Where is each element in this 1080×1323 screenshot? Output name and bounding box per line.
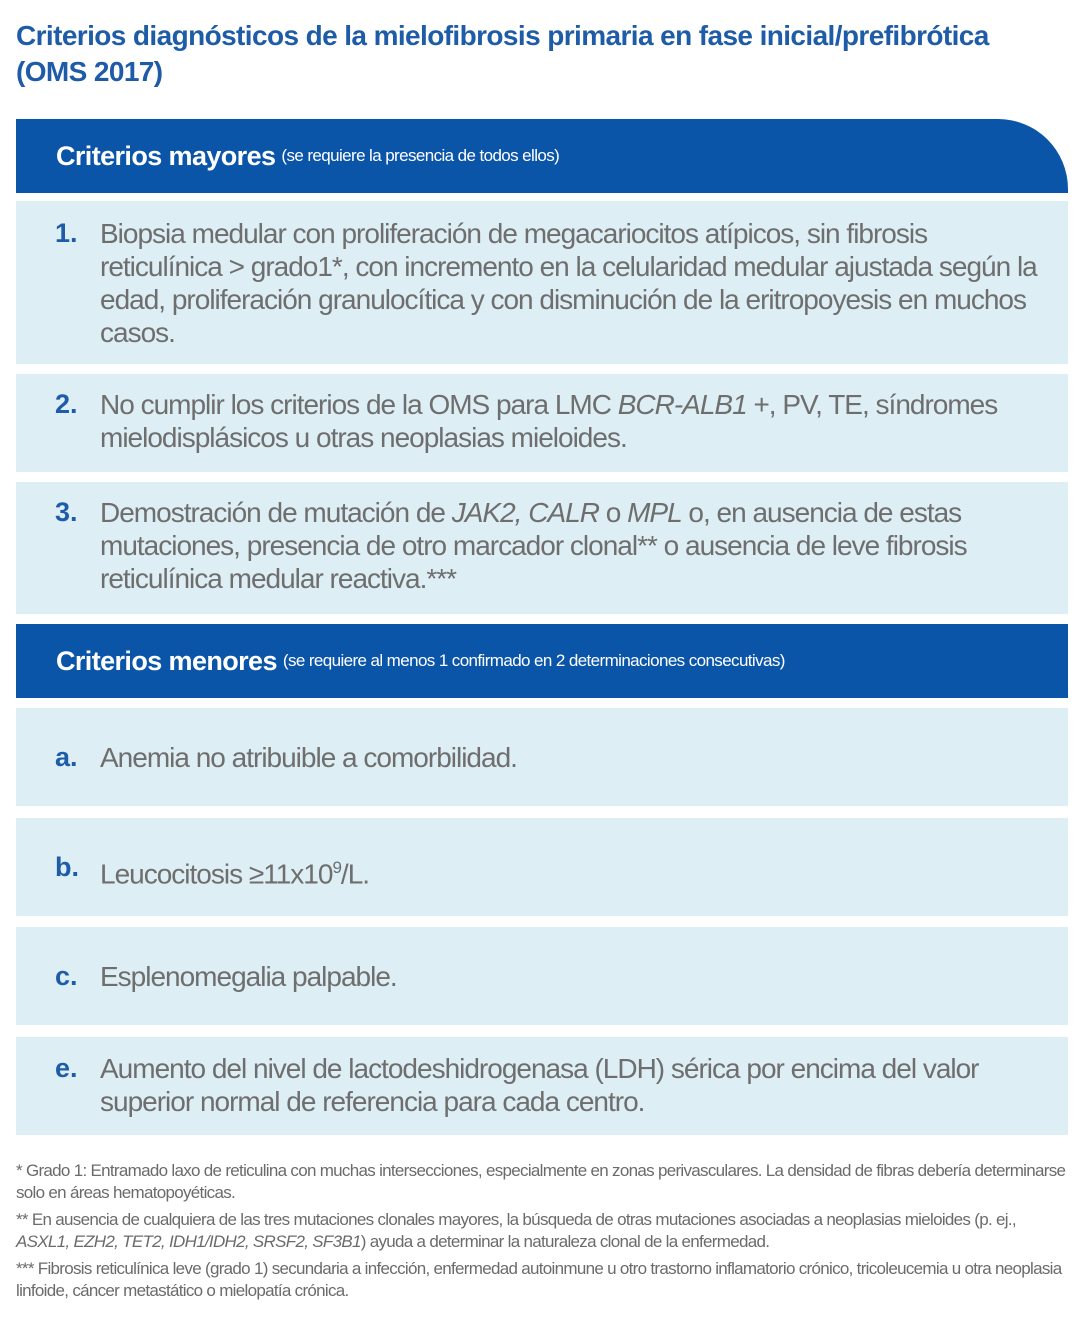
criterion-text: Aumento del nivel de lactodeshidrogenasa (LDH) sérica por encima del valor superior normal de referencia para cada centro. xyxy=(100,1053,979,1117)
minor-criterion-b xyxy=(16,818,1068,916)
criterion-marker: b. xyxy=(55,852,79,882)
criterion-marker: 1. xyxy=(55,218,78,248)
major-criterion-1 xyxy=(16,201,1068,364)
criterion-marker: e. xyxy=(55,1053,78,1083)
minor-criterion-e xyxy=(16,1037,1068,1135)
criterion-marker: 2. xyxy=(55,389,78,419)
major-criteria-header xyxy=(16,119,1068,193)
criterion-text: Leucocitosis $\ge 11x10^9/L$. xyxy=(100,858,370,890)
major-criterion-3 xyxy=(16,482,1068,614)
major-criteria-heading: Criterios mayores xyxy=(56,140,276,171)
major-criteria-note: (se requiere la presencia de todos ellos) xyxy=(281,146,560,165)
minor-criterion-a xyxy=(16,708,1068,806)
criterion-marker: 3. xyxy=(55,497,78,527)
criterion-text: Anemia no atribuible a comorbilidad. xyxy=(100,742,517,773)
footnotes xyxy=(16,1160,1066,1307)
minor-criteria-heading: Criterios menores xyxy=(56,645,277,676)
minor-criteria-header xyxy=(16,624,1068,698)
page-title: Criterios diagnósticos de la mielofibrosis primaria en fase inicial/prefibrótica (OMS 2017) xyxy=(16,20,989,87)
criterion-text: Demostración de mutación de JAK2, CALR o MPL o, en ausencia de estas mutaciones, presencia de otro marcador clonal** o ausencia de leve fibrosis reticulínica medular reactiva.*** xyxy=(100,497,967,594)
footnote-2: ** En ausencia de cualquiera de las tres mutaciones clonales mayores, la búsqueda de otras mutaciones asociadas a neoplasias mieloides (p. ej., ASXL1, EZH2, TET2, IDH1/IDH2, SRSF2, SF3B1) ayuda a determinar la naturaleza clonal de la enfermedad. xyxy=(16,1210,1016,1251)
criterion-text: Esplenomegalia palpable. xyxy=(100,961,397,992)
criterion-text: No cumplir los criterios de la OMS para LMC BCR-ALB1 +, PV, TE, síndromes mielodisplásicos u otras neoplasias mieloides. xyxy=(100,389,998,453)
minor-criterion-c xyxy=(16,927,1068,1025)
criterion-marker: c. xyxy=(55,961,78,991)
footnote-3: *** Fibrosis reticulínica leve (grado 1) secundaria a infección, enfermedad autoinmune u otro trastorno inflamatorio crónico, tricoleucemia u otra neoplasia linfoide, cáncer metastático o mielopatía crónica. xyxy=(16,1259,1062,1300)
footnote-1: * Grado 1: Entramado laxo de reticulina con muchas intersecciones, especialmente en zonas perivasculares. La densidad de fibras debería determinarse solo en áreas hematopoyéticas. xyxy=(16,1161,1066,1202)
major-criterion-2 xyxy=(16,374,1068,472)
criterion-text: Biopsia medular con proliferación de megacariocitos atípicos, sin fibrosis reticulínica > grado1*, con incremento en la celularidad medular ajustada según la edad, proliferación granulocítica y con disminución de la eritropoyesis en muchos casos. xyxy=(100,218,1037,348)
minor-criteria-note: (se requiere al menos 1 confirmado en 2 determinaciones consecutivas) xyxy=(282,651,785,670)
criterion-marker: a. xyxy=(55,742,78,772)
